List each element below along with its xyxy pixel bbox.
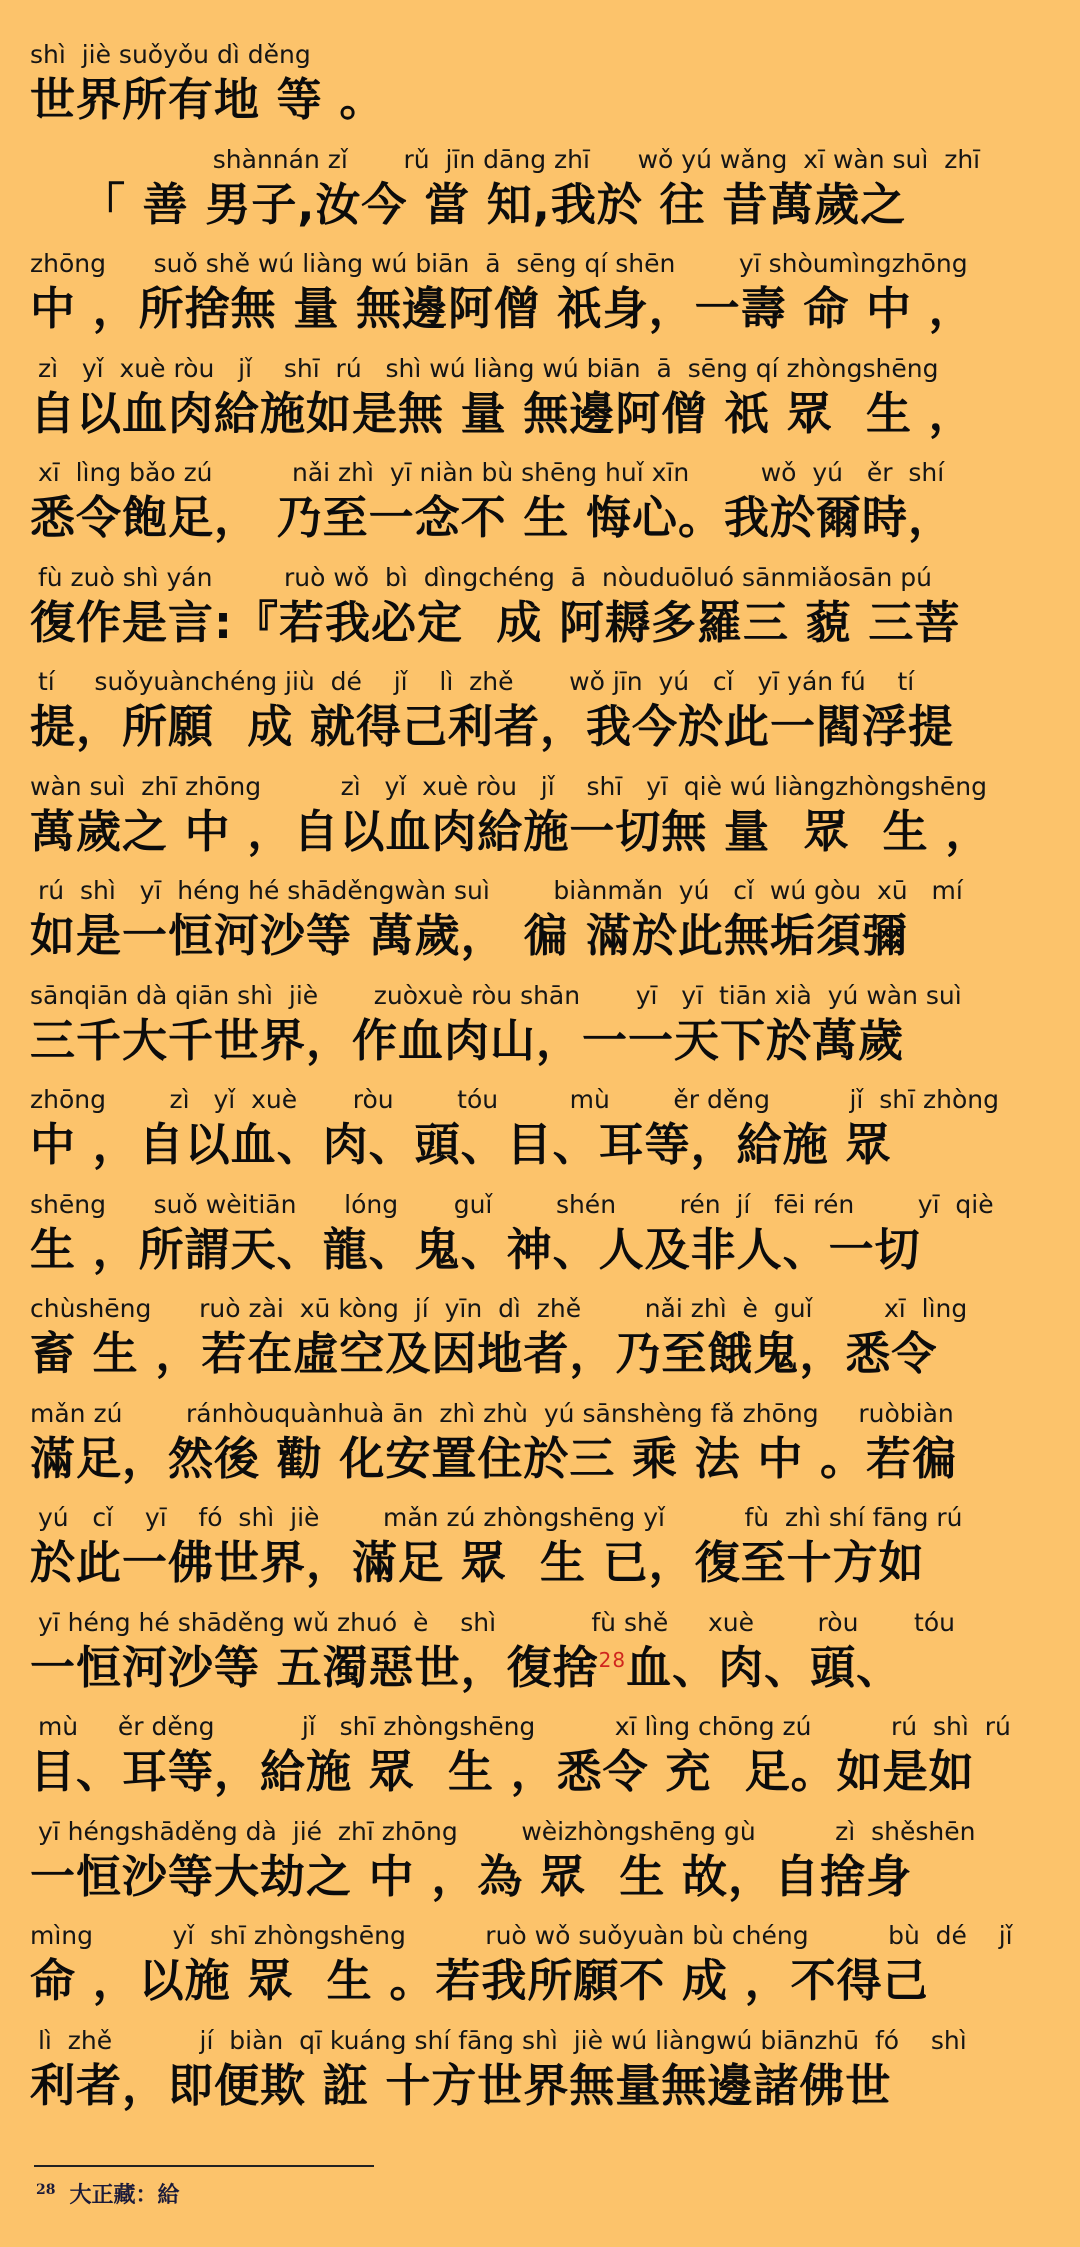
text-body	[30, 40, 1050, 2130]
text-line	[30, 1921, 1050, 2026]
chinese-text: 生 ，所謂天、龍、鬼、神、人及非人、一切	[30, 1222, 921, 1276]
pinyin-annotation: mǎn zú ránhòuquànhuà ān zhì zhù yú sānshèng fǎ zhōng ruòbiàn	[30, 1398, 954, 1428]
text-line	[30, 876, 1050, 981]
pinyin-annotation: zhōng zì yǐ xuè ròu tóu mù ěr děng jǐ shī zhòng	[30, 1085, 999, 1114]
chinese-text: 「 善 男子,汝今 當 知,我於 往 昔萬歲之	[30, 177, 907, 231]
text-line	[30, 772, 1050, 877]
pinyin-annotation: wàn suì zhī zhōng zì yǐ xuè ròu jǐ shī yī qiè wú liàngzhòngshēng	[30, 771, 988, 801]
chinese-text: 悉令飽足， 乃至一念不 生 悔心。我於爾時，	[30, 491, 955, 544]
pinyin-annotation: mù ěr děng jǐ shī zhòngshēng xī lìng chōng zú rú shì rú	[30, 1712, 1011, 1741]
pinyin-annotation: fù zuò shì yán ruò wǒ bì dìngchéng ā nòuduōluó sānmiǎosān pú	[30, 562, 933, 592]
text-line	[30, 981, 1050, 1086]
chinese-text: 萬歲之 中 ，自以血肉給施一切無 量 眾 生 ，	[30, 804, 992, 858]
text-line	[30, 667, 1050, 772]
footnote	[36, 2180, 180, 2210]
text-line	[30, 1399, 1050, 1504]
text-line	[30, 145, 1050, 250]
pinyin-annotation: chùshēng ruò zài xū kòng jí yīn dì zhě nǎi zhì è guǐ xī lìng	[30, 1294, 968, 1323]
pinyin-annotation: zì yǐ xuè ròu jǐ shī rú shì wú liàng wú biān ā sēng qí zhòngshēng	[30, 353, 939, 383]
pinyin-annotation: yī héngshāděng dà jié zhī zhōng wèizhòngshēng gù zì shěshēn	[30, 1816, 976, 1846]
text-line	[30, 1190, 1050, 1295]
pinyin-annotation: rú shì yī héng hé shāděngwàn suì biànmǎn yú cǐ wú gòu xū mí	[30, 876, 963, 905]
chinese-text: 三千大千世界，作血肉山，一一天下於萬歲	[30, 1013, 905, 1067]
pinyin-annotation: zhōng suǒ shě wú liàng wú biān ā sēng qí shēn yī shòumìngzhōng	[30, 249, 968, 278]
footnote-text: 大正藏：給	[69, 2182, 180, 2208]
chinese-text: 世界所有地 等 。	[30, 73, 386, 126]
text-line	[30, 1712, 1050, 1817]
text-line	[30, 1085, 1050, 1190]
chinese-text: 如是一恒河沙等 萬歲， 徧 滿於此無垢須彌	[30, 909, 909, 962]
text-line	[30, 2026, 1050, 2131]
footnote-number: 28	[36, 2181, 56, 2198]
text-line	[30, 249, 1050, 354]
pinyin-annotation: shì jiè suǒyǒu dì děng	[30, 40, 311, 69]
pinyin-annotation: yú cǐ yī fó shì jiè mǎn zú zhòngshēng yǐ fù zhì shí fāng rú	[30, 1503, 963, 1532]
chinese-text: 畜 生 ，若在虛空及因地者，乃至餓鬼，悉令	[30, 1327, 938, 1380]
text-line	[30, 1294, 1050, 1399]
chinese-text: 中 ，所捨無 量 無邊阿僧 祇身，一壽 命 中 ，	[30, 282, 975, 335]
pinyin-annotation: xī lìng bǎo zú nǎi zhì yī niàn bù shēng huǐ xīn wǒ yú ěr shí	[30, 458, 945, 487]
chinese-text: 目、耳等，給施 眾 生 ，悉令 充 足。如是如	[30, 1745, 975, 1798]
text-line	[30, 1817, 1050, 1922]
chinese-text: 自以血肉給施如是無 量 無邊阿僧 祇 眾 生 ，	[30, 386, 975, 440]
chinese-text: 命 ，以施 眾 生 。若我所願不 成 ，不得己	[30, 1954, 929, 2007]
chinese-text: 提，所願 成 就得己利者，我今於此一閻浮提	[30, 700, 955, 753]
pinyin-annotation: mìng yǐ shī zhòngshēng ruò wǒ suǒyuàn bù chéng bù dé jǐ	[30, 1921, 1013, 1950]
chinese-text: 一恒河沙等 五濁惡世，復捨$^{28}$血、肉、頭、	[30, 1640, 903, 1694]
footnote-divider	[34, 2165, 374, 2167]
text-line	[30, 563, 1050, 668]
chinese-text: 滿足，然後 勸 化安置住於三 乘 法 中 。若徧	[30, 1431, 959, 1485]
text-line	[30, 458, 1050, 563]
pinyin-annotation: lì zhě jí biàn qī kuáng shí fāng shì jiè wú liàngwú biānzhū fó shì	[30, 2025, 967, 2055]
chinese-text: 中 ，自以血、肉、頭、目、耳等，給施 眾	[30, 1118, 892, 1171]
pinyin-annotation: sānqiān dà qiān shì jiè zuòxuè ròu shān yī yī tiān xià yú wàn suì	[30, 980, 962, 1010]
pinyin-annotation: tí suǒyuànchéng jiù dé jǐ lì zhě wǒ jīn yú cǐ yī yán fú tí	[30, 667, 915, 696]
pinyin-annotation: shànnán zǐ rǔ jīn dāng zhī wǒ yú wǎng xī wàn suì zhī	[30, 144, 981, 174]
text-line	[30, 1608, 1050, 1713]
chinese-text: 於此一佛世界，滿足 眾 生 已，復至十方如	[30, 1536, 925, 1589]
text-line	[30, 1503, 1050, 1608]
text-line	[30, 354, 1050, 459]
chinese-text: 一恒沙等大劫之 中 ，為 眾 生 故，自捨身	[30, 1849, 913, 1903]
chinese-text: 利者，即便欺 誑 十方世界無量無邊諸佛世	[30, 2058, 892, 2112]
pinyin-annotation: shēng suǒ wèitiān lóng guǐ shén rén jí fēi rén yī qiè	[30, 1189, 994, 1219]
pinyin-annotation: yī héng hé shāděng wǔ zhuó è shì fù shě xuè ròu tóu	[30, 1607, 955, 1637]
text-line	[30, 40, 1050, 145]
footnote-marker[interactable]: 28	[598, 1647, 627, 1672]
chinese-text: 復作是言:『若我必定 成 阿耨多羅三 藐 三菩	[30, 595, 961, 649]
